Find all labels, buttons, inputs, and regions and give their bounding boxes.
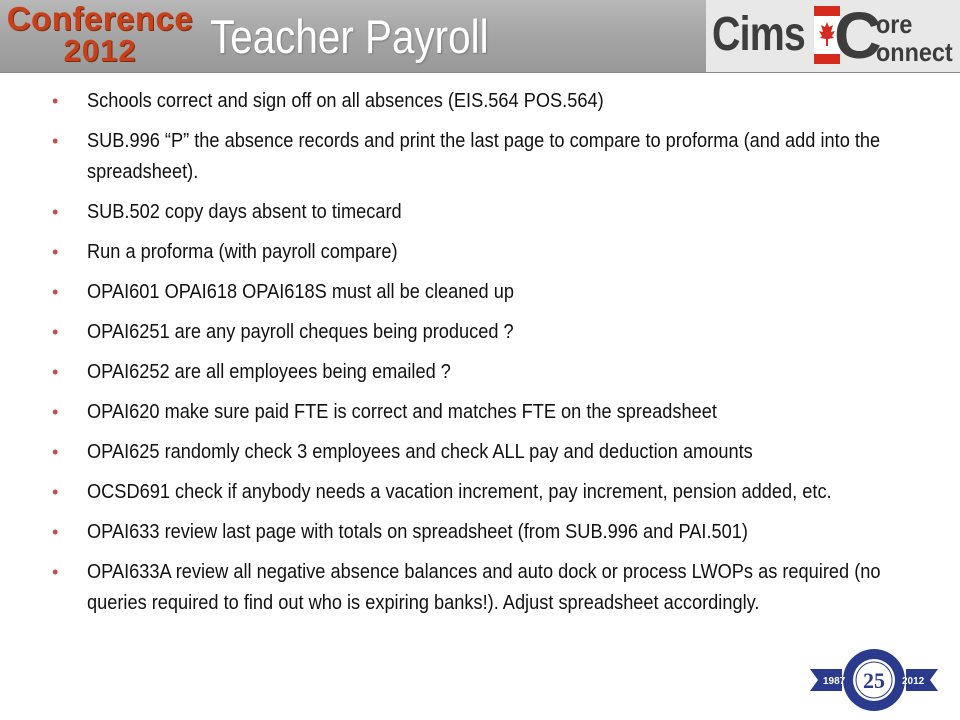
anniversary-number: 25 <box>863 668 885 693</box>
bullet-item <box>52 437 932 468</box>
bullet-item <box>52 557 932 619</box>
bullet-text: Run a proforma (with payroll compare) <box>87 241 398 263</box>
cims-core-connect-logo <box>706 0 960 72</box>
logo-core-text: ore <box>876 9 913 39</box>
bullet-icon: • <box>52 242 59 262</box>
bullet-icon: • <box>52 562 59 582</box>
bullet-text: SUB.502 copy days absent to timecard <box>87 201 402 223</box>
bullet-item <box>52 397 932 428</box>
bullet-text: OPAI633A review all negative absence balances and auto dock or process LWOPs as required (no queries required to find out who is expiring banks!). Adjust spreadsheet accordingly. <box>87 561 881 614</box>
bullet-item <box>52 197 932 228</box>
header-bar <box>0 0 960 73</box>
logo-cims-text: Cims <box>712 8 805 61</box>
anniversary-year-start: 1987 <box>823 676 846 687</box>
bullet-item <box>52 277 932 308</box>
bullet-icon: • <box>52 402 59 422</box>
bullet-item <box>52 237 932 268</box>
bullet-text: SUB.996 “P” the absence records and print the last page to compare to proforma (and add into the spreadsheet). <box>87 130 881 183</box>
slide-title: Teacher Payroll <box>210 10 489 63</box>
bullet-item <box>52 357 932 388</box>
conference-2012-logo <box>0 2 200 70</box>
bullet-list <box>52 86 932 628</box>
bullet-icon: • <box>52 91 59 111</box>
bullet-icon: • <box>52 131 59 151</box>
bullet-text: OPAI6252 are all employees being emailed ? <box>87 361 451 383</box>
bullet-text: OPAI625 randomly check 3 employees and check ALL pay and deduction amounts <box>87 441 753 463</box>
bullet-item <box>52 517 932 548</box>
bullet-icon: • <box>52 362 59 382</box>
bullet-icon: • <box>52 322 59 342</box>
bullet-icon: • <box>52 442 59 462</box>
anniversary-year-end: 2012 <box>902 676 925 687</box>
bullet-item <box>52 126 932 188</box>
bullet-item <box>52 477 932 508</box>
bullet-icon: • <box>52 202 59 222</box>
bullet-text: OCSD691 check if anybody needs a vacation increment, pay increment, pension added, etc. <box>87 481 832 503</box>
bullet-text: OPAI620 make sure paid FTE is correct and matches FTE on the spreadsheet <box>87 401 717 423</box>
logo-connect-text: onnect <box>876 37 953 67</box>
25th-anniversary-badge <box>806 647 942 713</box>
bullet-item <box>52 86 932 117</box>
bullet-text: OPAI6251 are any payroll cheques being produced ? <box>87 321 514 343</box>
bullet-icon: • <box>52 282 59 302</box>
conference-logo-line1: Conference <box>6 0 194 37</box>
logo-c-letter: C <box>834 0 882 72</box>
bullet-item <box>52 317 932 348</box>
bullet-text: Schools correct and sign off on all absences (EIS.564 POS.564) <box>87 90 604 112</box>
bullet-icon: • <box>52 482 59 502</box>
bullet-text: OPAI633 review last page with totals on spreadsheet (from SUB.996 and PAI.501) <box>87 521 748 543</box>
conference-logo-line2: 2012 <box>63 33 137 68</box>
bullet-icon: • <box>52 522 59 542</box>
bullet-text: OPAI601 OPAI618 OPAI618S must all be cleaned up <box>87 281 514 303</box>
